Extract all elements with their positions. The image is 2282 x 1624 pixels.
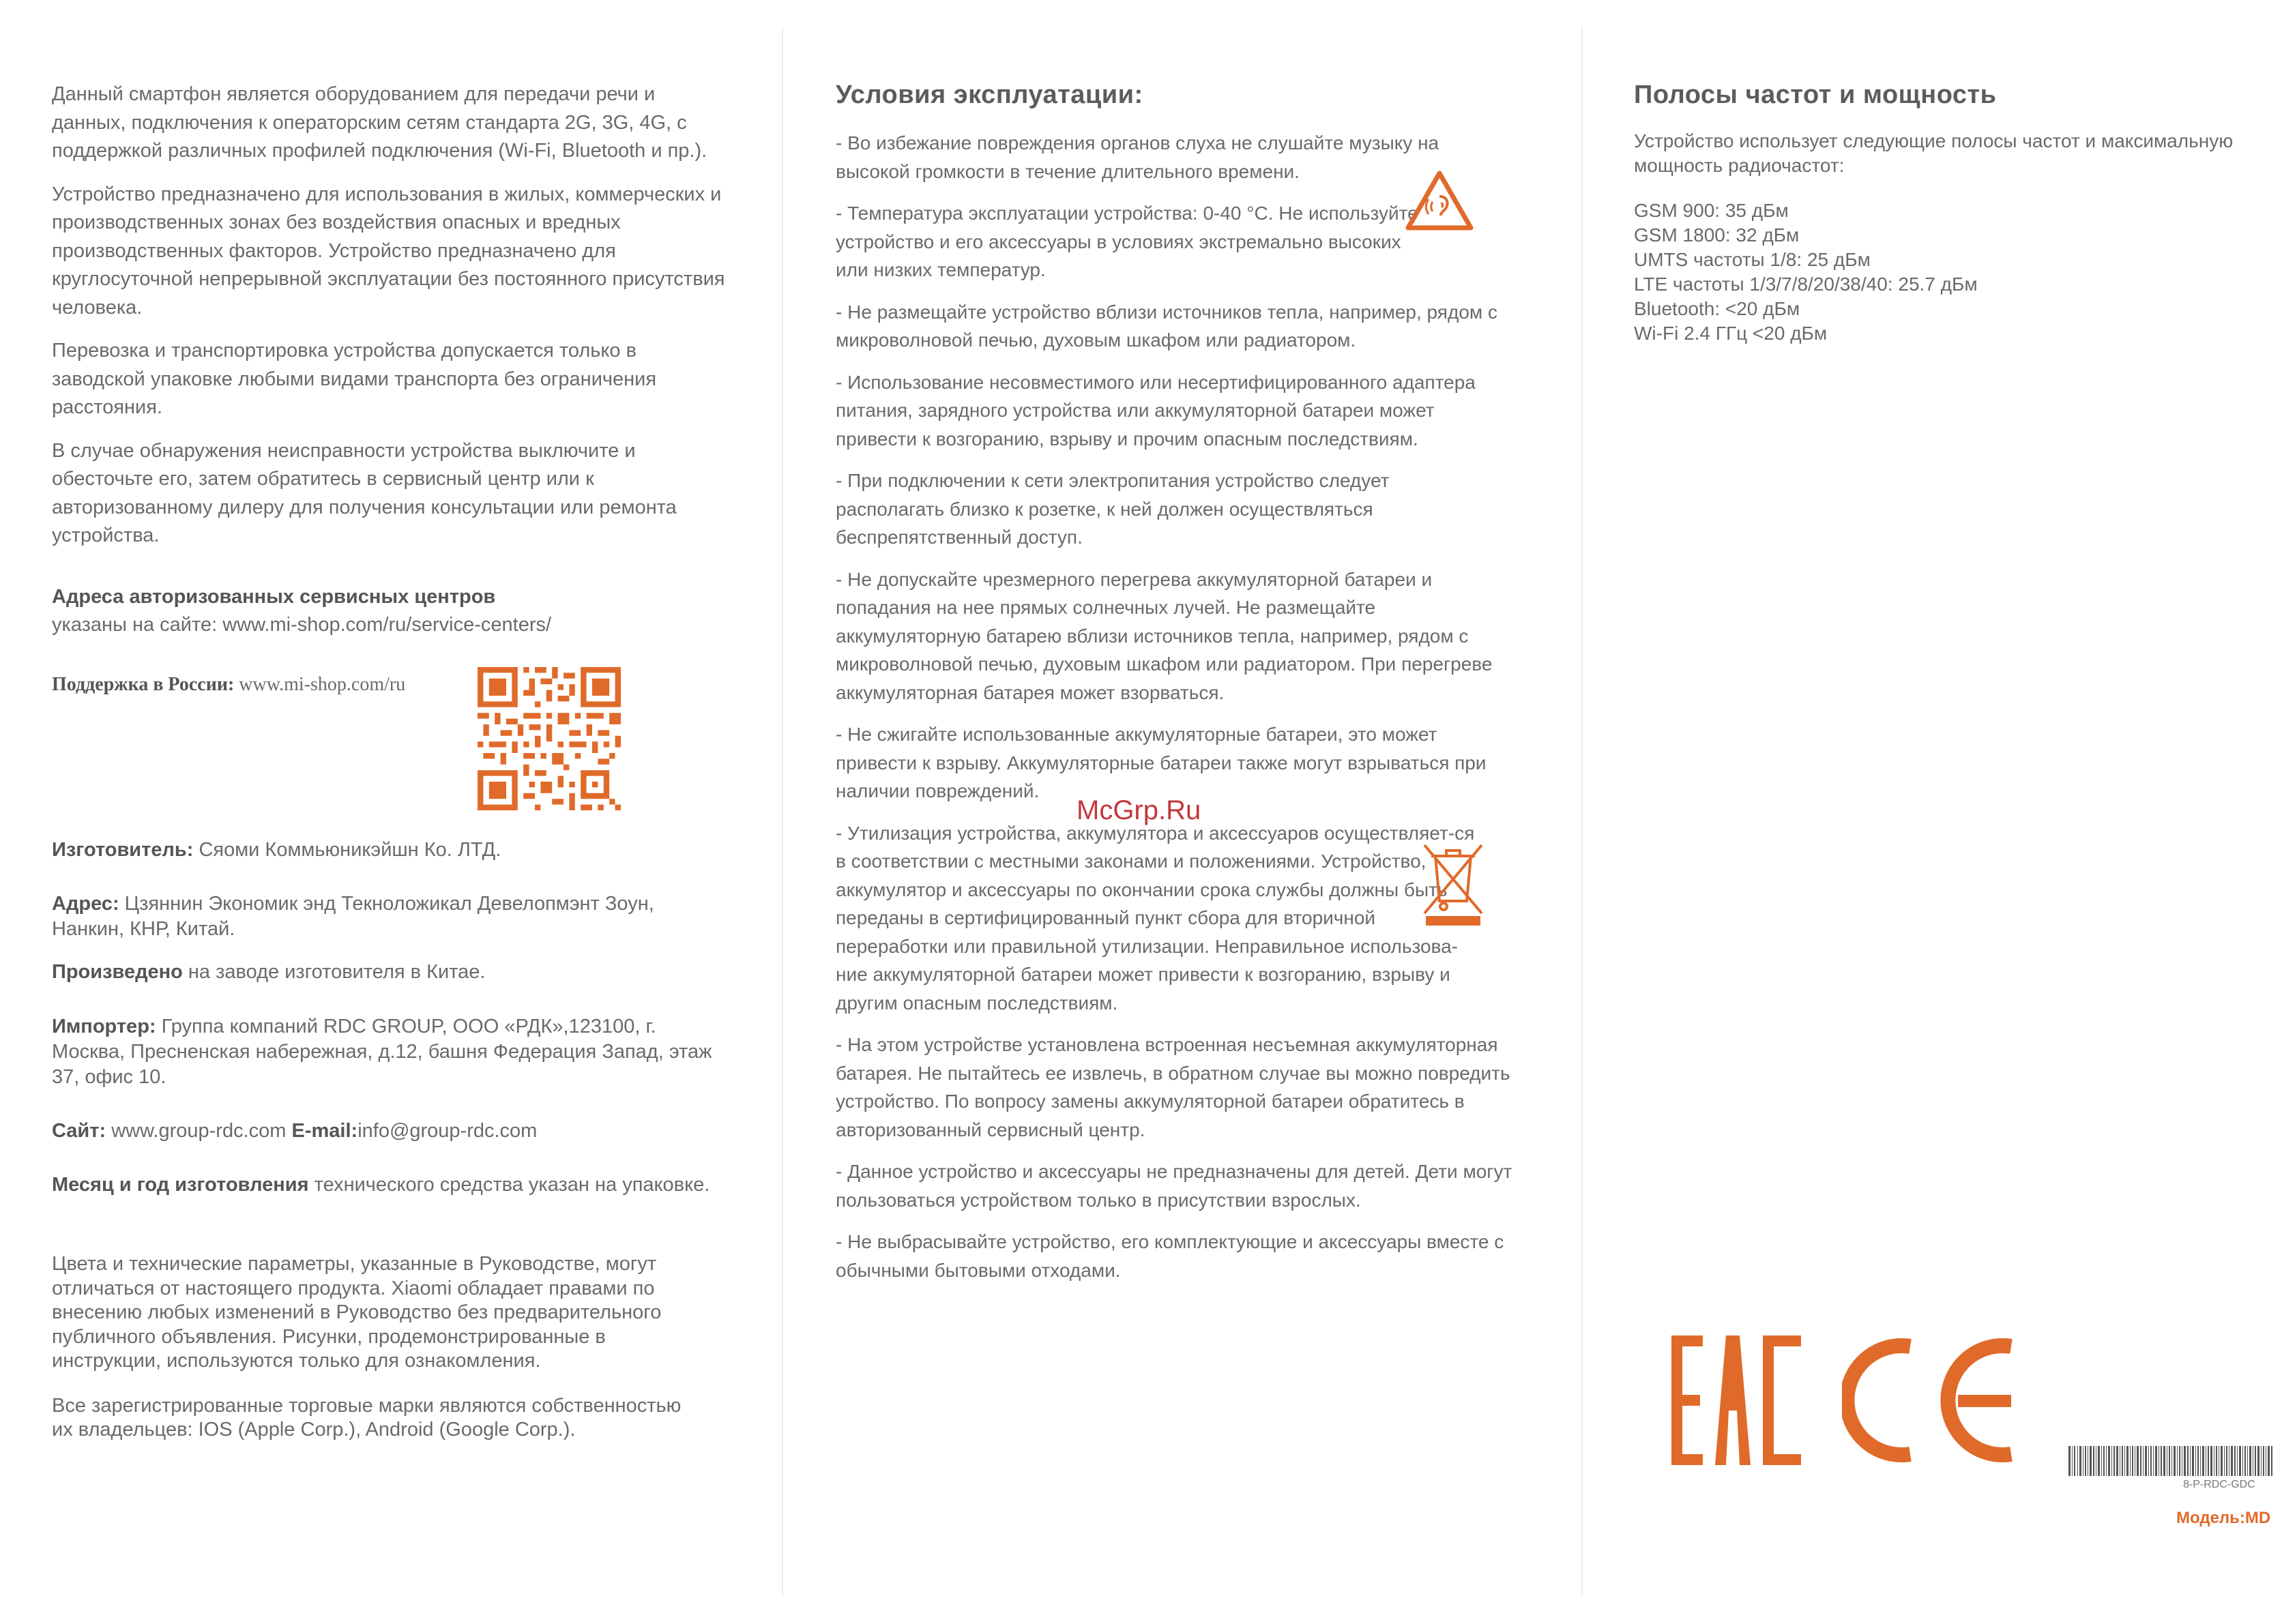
para-transport: Перевозка и транспортировка устройства допускается только в заводской упаковке любыми видами транспорта без ограничения расстояния. bbox=[52, 340, 657, 418]
eac-mark bbox=[1671, 1335, 1801, 1465]
manufacture-date-label: Месяц и год изготовления bbox=[52, 1174, 309, 1196]
condition-item: - Данное устройство и аксессуары не предназначены для детей. Дети могут пользоваться устройством только в присутствии взрослых. bbox=[836, 1161, 1512, 1211]
importer-label: Импортер: bbox=[52, 1015, 156, 1037]
support-block bbox=[52, 667, 727, 820]
conditions-title: Условия эксплуатации: bbox=[836, 80, 1143, 109]
site-label: Сайт: bbox=[52, 1119, 106, 1142]
support-line bbox=[52, 674, 405, 696]
site-value: www.group-rdc.com bbox=[111, 1119, 287, 1142]
manufacturer-label: Изготовитель: bbox=[52, 838, 194, 861]
disclaimer-text: Цвета и технические параметры, указанные в Руководстве, могут отличаться от настоящего продукта. Xiaomi обладает правами по внесению любых изменений в Руководство без предварительного публичного объявления. Рисунки, продемонстрированные в инструкции, используются только для ознакомления. bbox=[52, 1253, 662, 1372]
column-frequency-bands bbox=[1634, 80, 2275, 346]
produced-label: Произведено bbox=[52, 961, 183, 983]
condition-item: - При подключении к сети электропитания устройство следует располагать близко к розетке, к ней должен осуществляться беспрепятственный доступ. bbox=[836, 470, 1390, 548]
manufacturer-value: Сяоми Коммьюникэйшн Ко. ЛТД. bbox=[199, 838, 501, 861]
condition-item: - На этом устройстве установлена встроенная несъемная аккумуляторная батарея. Не пытайтесь ее извлечь, в обратном случае вы можно повредить устройство. По вопросу замены аккумуляторной батареи обратитесь в авторизованный сервисный центр. bbox=[836, 1034, 1510, 1140]
condition-item: - Утилизация устройства, аккумулятора и аксессуаров осуществляет-ся в соответствии с местными законами и положениями. Устройство, аккумулятор и аксессуары по окончании срока службы должны быть переданы в сертифицированный пункт сбора для вторичной переработки или правильной утилизации. Неправильное использова-ние аккумуляторной батареи может привести к возгоранию, взрыву и другим опасным последствиям. bbox=[836, 822, 1475, 1014]
band-item: GSM 900: 35 дБм bbox=[1634, 200, 1789, 221]
produced-line bbox=[52, 958, 727, 987]
model-label: Модель:MD bbox=[2176, 1509, 2271, 1527]
condition-item: - Не размещайте устройство вблизи источников тепла, например, рядом с микроволновой печью, духовым шкафом или радиатором. bbox=[836, 301, 1497, 351]
trademarks-text: Все зарегистрированные торговые марки являются собственностью их владельцев: IOS (Apple Corp.), Android (Google Corp.). bbox=[52, 1394, 682, 1441]
address-value: Цзяннин Экономик энд Текноложикал Девелопмэнт Зоун, Нанкин, КНР, Китай. bbox=[52, 893, 654, 940]
bands-list bbox=[1634, 198, 2275, 346]
service-centers-title: Адреса авторизованных сервисных центров bbox=[52, 585, 496, 608]
barcode-text: 8-P-RDC-GDC bbox=[2183, 1479, 2255, 1490]
service-centers-block bbox=[52, 583, 727, 640]
column-operating-conditions bbox=[836, 80, 1518, 1298]
ce-mark bbox=[1842, 1335, 2019, 1465]
condition-item: - Не сжигайте использованные аккумуляторные батареи, это может привести к взрыву. Аккумуляторные батареи также могут взрываться при наличии повреждений. bbox=[836, 724, 1487, 801]
para-malfunction: В случае обнаружения неисправности устройства выключите и обесточьте его, затем обратитесь в сервисный центр или к авторизованному дилеру для получения консультации или ремонта устройства. bbox=[52, 439, 677, 546]
hearing-warning-icon bbox=[1405, 171, 1474, 232]
para-description: Данный смартфон является оборудованием для передачи речи и данных, подключения к операторским сетям стандарта 2G, 3G, 4G, с поддержкой различных профилей подключения (Wi-Fi, Bluetooth и пр.). bbox=[52, 83, 707, 162]
weee-bin-icon bbox=[1420, 842, 1486, 928]
condition-item: - Во избежание повреждения органов слуха не слушайте музыку на высокой громкости в течение длительного времени. bbox=[836, 132, 1439, 182]
email-value: info@group-rdc.com bbox=[357, 1119, 538, 1142]
fold-line-left bbox=[782, 27, 783, 1596]
condition-item: - Не допускайте чрезмерного перегрева аккумуляторной батареи и попадания на нее прямых солнечных лучей. Не размещайте аккумуляторную батарею вблизи источников тепла, например, рядом с микроволновой печью, духовым шкафом или радиатором. При перегреве аккумуляторная батарея может взорваться. bbox=[836, 568, 1493, 703]
importer-line bbox=[52, 1014, 727, 1090]
bands-title: Полосы частот и мощность bbox=[1634, 80, 1997, 109]
band-item: UMTS частоты 1/8: 25 дБм bbox=[1634, 249, 1871, 270]
manufacture-date-line bbox=[52, 1172, 727, 1198]
condition-item: - Температура эксплуатации устройства: 0-40 °С. Не используйте устройство и его аксессуары в условиях экстремально высоких или низких температур. bbox=[836, 203, 1418, 280]
support-label: Поддержка в России: bbox=[52, 673, 235, 695]
band-item: Wi-Fi 2.4 ГГц <20 дБм bbox=[1634, 323, 1828, 344]
para-purpose: Устройство предназначено для использования в жилых, коммерческих и производственных зонах без воздействия опасных и вредных производственных факторов. Устройство предназначено для круглосуточной непрерывной эксплуатации без постоянного присутствия человека. bbox=[52, 183, 725, 319]
support-url: www.mi-shop.com/ru bbox=[239, 673, 406, 695]
address-line bbox=[52, 891, 727, 942]
barcode bbox=[2068, 1446, 2273, 1476]
bands-intro: Устройство использует следующие полосы частот и максимальную мощность радиочастот: bbox=[1634, 130, 2234, 176]
band-item: LTE частоты 1/3/7/8/20/38/40: 25.7 дБм bbox=[1634, 274, 1978, 295]
contacts-line bbox=[52, 1117, 727, 1146]
condition-item: - Не выбрасывайте устройство, его комплектующие и аксессуары вместе с обычными бытовыми отходами. bbox=[836, 1231, 1504, 1281]
importer-value: Группа компаний RDC GROUP, ООО «РДК»,123100, г. Москва, Пресненская набережная, д.12, башня Федерация Запад, этаж 37, офис 10. bbox=[52, 1015, 712, 1088]
service-centers-text: указаны на сайте: www.mi-shop.com/ru/service-centers/ bbox=[52, 614, 552, 636]
produced-value: на заводе изготовителя в Китае. bbox=[188, 961, 486, 983]
qr-code bbox=[478, 667, 621, 810]
band-item: Bluetooth: <20 дБм bbox=[1634, 298, 1800, 319]
fold-line-right bbox=[1581, 27, 1583, 1596]
column-about bbox=[52, 80, 727, 1443]
email-label: E-mail: bbox=[291, 1119, 358, 1142]
manufacturer-line bbox=[52, 836, 727, 865]
address-label: Адрес: bbox=[52, 893, 119, 915]
condition-item: - Использование несовместимого или несертифицированного адаптера питания, зарядного устройства или аккумуляторной батареи может привести к возгоранию, взрыву и прочим опасным последствиям. bbox=[836, 371, 1476, 449]
band-item: GSM 1800: 32 дБм bbox=[1634, 224, 1800, 246]
watermark-text: McGrp.Ru bbox=[1077, 795, 1201, 825]
manufacture-date-value: технического средства указан на упаковке. bbox=[314, 1174, 710, 1196]
